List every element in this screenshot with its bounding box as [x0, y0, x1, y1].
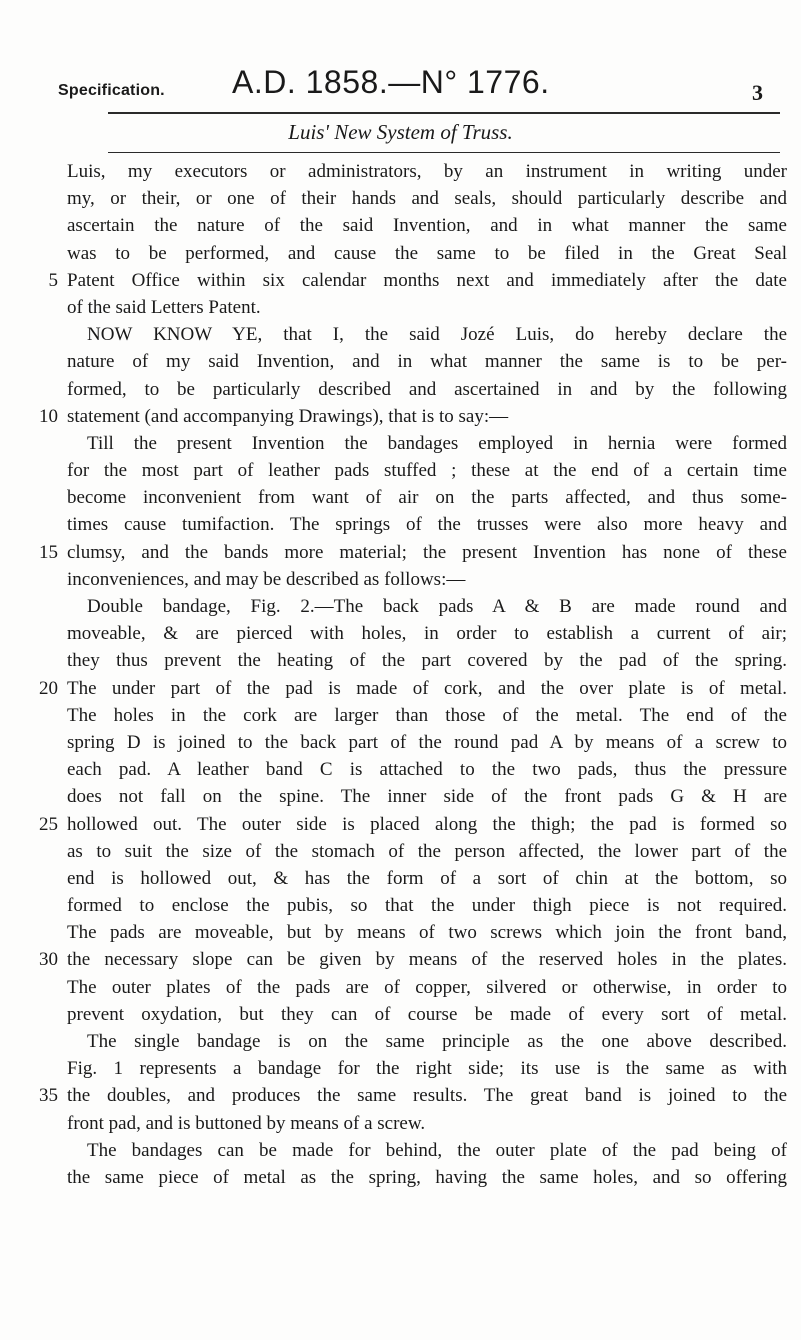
patent-number: A.D. 1858.—N° 1776.: [232, 64, 550, 100]
line-number: 30: [39, 949, 58, 971]
text-line: [67, 1028, 787, 1055]
text-line: [67, 593, 787, 620]
line-text: does not fall on the spine. The inner side of the front pads G & H are: [67, 786, 787, 808]
line-number: 5: [48, 269, 58, 291]
text-line: [67, 457, 787, 484]
text-line: [67, 376, 787, 403]
line-number: 20: [39, 677, 58, 699]
text-line: [67, 756, 787, 783]
text-line: [67, 348, 787, 375]
body-text: [39, 158, 787, 1191]
line-text: Till the present Invention the bandages employed in hernia were formed: [87, 432, 787, 454]
line-number: 35: [39, 1085, 58, 1107]
section-label: Specification.: [58, 82, 165, 99]
line-text: the same piece of metal as the spring, having the same holes, and so offering: [67, 1166, 787, 1188]
line-text: become inconvenient from want of air on the parts affected, and thus some-: [67, 487, 787, 509]
text-line: [67, 484, 787, 511]
running-title: Luis' New System of Truss.: [288, 120, 513, 144]
text-line: [67, 838, 787, 865]
line-text: the doubles, and produces the same results. The great band is joined to the: [67, 1085, 787, 1107]
text-line: [39, 675, 787, 702]
text-line: [67, 1137, 787, 1164]
line-number: 25: [39, 813, 58, 835]
line-text: front pad, and is buttoned by means of a screw.: [67, 1112, 426, 1134]
line-text: spring D is joined to the back part of the round pad A by means of a screw to: [67, 731, 787, 753]
text-line: [67, 1164, 787, 1191]
line-text: The outer plates of the pads are of copper, silvered or otherwise, in order to: [67, 976, 787, 998]
text-line: [67, 729, 787, 756]
text-line: [39, 403, 787, 430]
line-text: nature of my said Invention, and in what manner the same is to be per-: [67, 351, 787, 373]
text-line: [67, 430, 787, 457]
text-line: [67, 185, 787, 212]
header-rule-bottom: [108, 152, 780, 153]
text-line: [39, 539, 787, 566]
line-text: Double bandage, Fig. 2.—The back pads A & B are made round and: [87, 596, 787, 617]
line-number: 15: [39, 541, 58, 563]
line-text: The holes in the cork are larger than those of the metal. The end of the: [67, 704, 787, 726]
text-line: [39, 946, 787, 973]
text-line: [67, 511, 787, 538]
page-number: 3: [752, 80, 763, 105]
text-line: [67, 892, 787, 919]
line-text: formed, to be particularly described and ascertained in and by the following: [67, 378, 787, 400]
text-line: [67, 1110, 787, 1137]
text-line: [67, 321, 787, 348]
text-line: [67, 783, 787, 810]
line-text: The pads are moveable, but by means of two screws which join the front band,: [67, 922, 787, 944]
text-line: [67, 1055, 787, 1082]
text-line: [67, 919, 787, 946]
text-line: [48, 267, 787, 294]
line-text: The bandages can be made for behind, the outer plate of the pad being of: [87, 1139, 787, 1161]
line-text: clumsy, and the bands more material; the present Invention has none of these: [67, 541, 787, 563]
line-text: the necessary slope can be given by means of the reserved holes in the plates.: [67, 949, 787, 971]
line-text: The single bandage is on the same principle as the one above described.: [87, 1031, 787, 1052]
text-line: [67, 212, 787, 239]
line-text: of the said Letters Patent.: [67, 296, 261, 318]
line-text: times cause tumifaction. The springs of the trusses were also more heavy and: [67, 514, 787, 536]
text-line: [67, 294, 787, 321]
text-line: [67, 974, 787, 1001]
line-text: ascertain the nature of the said Invention, and in what manner the same: [67, 215, 787, 237]
text-line: [67, 865, 787, 892]
line-text: as to suit the size of the stomach of the person affected, the lower part of the: [67, 840, 787, 862]
text-line: [39, 811, 787, 838]
line-text: for the most part of leather pads stuffed ; these at the end of a certain time: [67, 460, 787, 482]
line-text: Fig. 1 represents a bandage for the right side; its use is the same as with: [67, 1058, 787, 1080]
text-line: [67, 702, 787, 729]
line-text: my, or their, or one of their hands and seals, should particularly describe and: [67, 188, 787, 210]
line-text: hollowed out. The outer side is placed along the thigh; the pad is formed so: [67, 813, 787, 835]
text-line: [67, 240, 787, 267]
text-line: [67, 566, 787, 593]
line-text: inconveniences, and may be described as follows:—: [67, 568, 466, 590]
page-header: [0, 52, 801, 105]
line-text: statement (and accompanying Drawings), that is to say:—: [67, 405, 509, 427]
text-line: [39, 1082, 787, 1109]
line-text: NOW KNOW YE, that I, the said Jozé Luis, do hereby declare the: [87, 324, 787, 346]
text-line: [67, 620, 787, 647]
line-text: was to be performed, and cause the same to be filed in the Great Seal: [67, 242, 787, 264]
text-line: [67, 647, 787, 674]
line-number: 10: [39, 405, 58, 427]
text-line: [67, 1001, 787, 1028]
line-text: prevent oxydation, but they can of course be made of every sort of metal.: [67, 1003, 787, 1025]
line-text: formed to enclose the pubis, so that the under thigh piece is not required.: [67, 895, 787, 917]
line-text: Luis, my executors or administrators, by an instrument in writing under: [67, 161, 787, 182]
line-text: end is hollowed out, & has the form of a sort of chin at the bottom, so: [67, 867, 787, 889]
header-rule-top: [108, 112, 780, 114]
text-line: [67, 158, 787, 185]
line-text: each pad. A leather band C is attached to the two pads, thus the pressure: [67, 759, 787, 781]
line-text: they thus prevent the heating of the part covered by the pad of the spring.: [67, 650, 787, 672]
line-text: Patent Office within six calendar months next and immediately after the date: [67, 269, 787, 291]
line-text: The under part of the pad is made of cork, and the over plate is of metal.: [67, 677, 787, 699]
line-text: moveable, & are pierced with holes, in order to establish a current of air;: [67, 623, 787, 645]
